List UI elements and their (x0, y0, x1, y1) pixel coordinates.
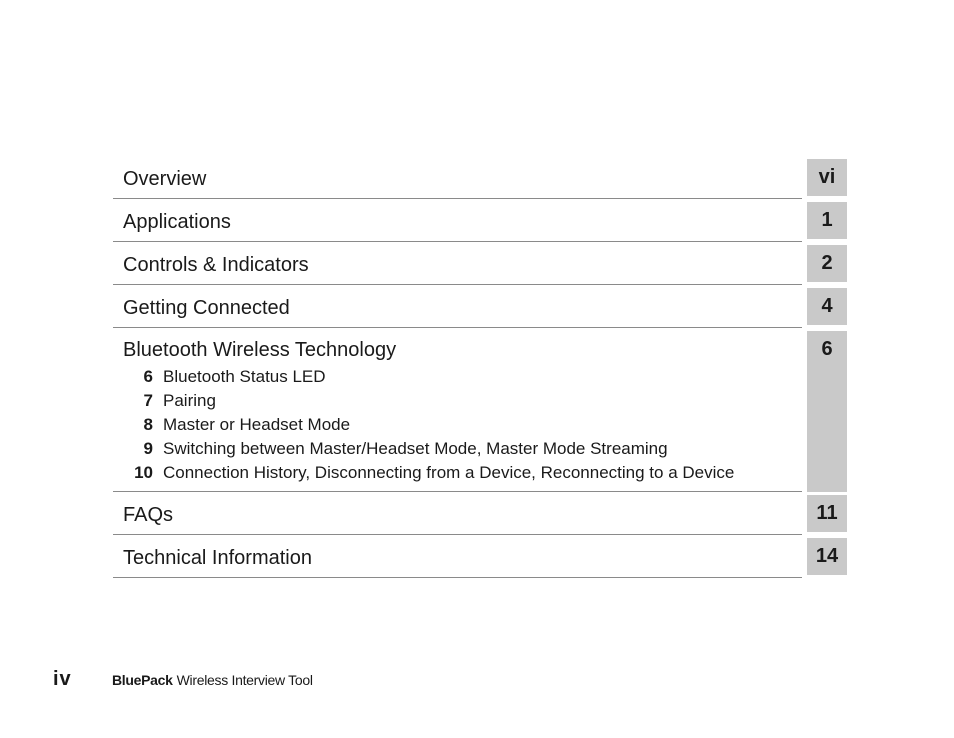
toc-subentry-title: Master or Headset Mode (163, 415, 351, 434)
toc-entry-title: Applications (123, 210, 231, 233)
toc-entry-controls-indicators[interactable] (113, 245, 847, 285)
footer-page-number: iv (53, 668, 72, 690)
toc-subentry-list (123, 365, 802, 485)
toc-page-number: vi (807, 159, 847, 196)
toc-subentry-title: Switching between Master/Headset Mode, Master Mode Streaming (163, 439, 668, 458)
footer-brand: BluePack (112, 672, 173, 688)
toc-entry-main (113, 495, 802, 535)
toc-entry-main (113, 245, 802, 285)
toc-subentry-page: 9 (143, 439, 153, 458)
toc-subentry[interactable] (123, 365, 802, 389)
toc-entry-title: Bluetooth Wireless Technology (123, 339, 397, 361)
toc-subentry-title: Bluetooth Status LED (163, 367, 326, 386)
toc-page-number: 2 (807, 245, 847, 282)
toc-entry-main (113, 159, 802, 199)
toc-entry-overview[interactable] (113, 159, 847, 199)
toc-page-number: 11 (807, 495, 847, 532)
toc-page-number: 6 (807, 331, 847, 492)
toc-entry-title: Controls & Indicators (123, 253, 309, 276)
toc-entry-main (113, 202, 802, 242)
toc-entry-main (113, 288, 802, 328)
toc-entry-title: FAQs (123, 503, 174, 526)
footer-product: Wireless Interview Tool (176, 672, 313, 688)
toc-subentry-page: 7 (143, 391, 153, 410)
toc-subentry[interactable] (123, 437, 802, 461)
toc-entry-bluetooth-wireless-technology[interactable] (113, 331, 847, 492)
toc-subentry-title: Pairing (163, 391, 216, 410)
toc-subentry[interactable] (123, 389, 802, 413)
toc-page-number: 4 (807, 288, 847, 325)
toc-entry-applications[interactable] (113, 202, 847, 242)
toc-entry-title: Getting Connected (123, 296, 290, 319)
toc-page-number: 1 (807, 202, 847, 239)
toc-entry-title: Technical Information (123, 546, 312, 569)
toc-subentry-page: 10 (134, 463, 153, 482)
toc-entry-main (113, 331, 802, 492)
toc-entry-faqs[interactable] (113, 495, 847, 535)
page-footer (53, 668, 313, 691)
toc-entry-technical-information[interactable] (113, 538, 847, 578)
table-of-contents (113, 159, 847, 578)
toc-entry-main (113, 538, 802, 578)
toc-subentry-page: 8 (143, 415, 153, 434)
toc-entry-getting-connected[interactable] (113, 288, 847, 328)
toc-subentry-title: Connection History, Disconnecting from a Device, Reconnecting to a Device (163, 463, 735, 482)
toc-subentry[interactable] (123, 413, 802, 437)
toc-subentry-page: 6 (143, 367, 153, 386)
toc-subentry[interactable] (123, 461, 802, 485)
toc-page-number: 14 (807, 538, 847, 575)
toc-entry-title: Overview (123, 167, 207, 190)
